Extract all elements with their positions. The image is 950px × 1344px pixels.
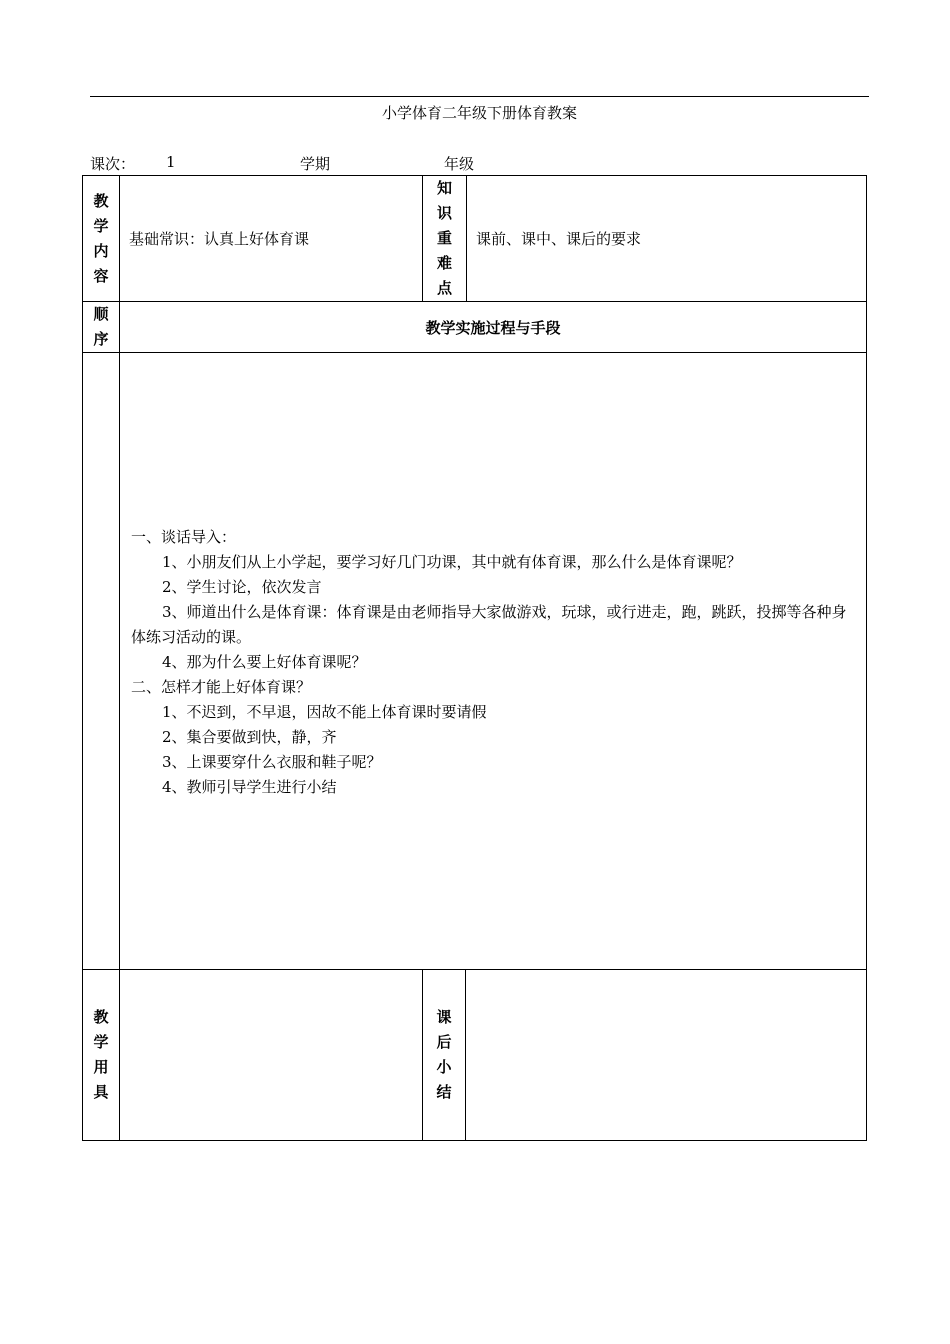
teaching-tools-label — [83, 969, 119, 1140]
top-rule — [90, 96, 869, 97]
process-line: 3、上课要穿什么衣服和鞋子呢？ — [162, 753, 382, 771]
label-char: 课 — [436, 1008, 452, 1026]
key-points-value: 课前、课中、课后的要求 — [466, 176, 866, 301]
sequence-label — [83, 301, 119, 352]
label-char: 点 — [436, 279, 452, 297]
teaching-content-value: 基础常识：认真上好体育课 — [119, 176, 422, 301]
label-char: 学 — [93, 216, 109, 235]
label-char: 教 — [93, 1008, 109, 1026]
lesson-label: 课次： — [90, 155, 136, 173]
label-char: 重 — [436, 229, 452, 247]
label-char: 序 — [93, 330, 109, 348]
label-char: 知 — [436, 179, 452, 197]
label-char: 顺 — [93, 305, 109, 323]
process-line: 4、教师引导学生进行小结 — [162, 778, 337, 796]
label-char: 学 — [93, 1033, 109, 1051]
after-class-summary-label — [422, 969, 465, 1140]
label-char: 容 — [93, 266, 109, 285]
lesson-meta-row — [90, 153, 870, 173]
label-char: 识 — [436, 204, 452, 222]
label-char: 小 — [436, 1058, 452, 1076]
teaching-content-label — [83, 176, 119, 301]
sequence-column — [83, 352, 119, 969]
key-points-label — [422, 176, 466, 301]
teaching-tools-value — [119, 969, 422, 1140]
process-line: 一、谈话导入： — [131, 528, 237, 546]
term-label: 学期 — [300, 155, 331, 173]
label-char: 教 — [93, 191, 109, 210]
document-title: 小学体育二年级下册体育教案 — [381, 104, 577, 122]
lesson-plan-table — [82, 175, 867, 1141]
process-line: 1、小朋友们从上小学起，要学习好几门功课，其中就有体育课，那么什么是体育课呢？ — [162, 553, 742, 571]
lesson-value: 1 — [166, 153, 176, 171]
label-char: 用 — [93, 1058, 109, 1076]
after-class-summary-value — [465, 969, 866, 1140]
grade-label: 年级 — [444, 155, 475, 173]
label-char: 具 — [93, 1083, 109, 1101]
label-char: 难 — [436, 254, 452, 272]
process-line: 2、学生讨论，依次发言 — [162, 578, 322, 596]
process-line: 3、师道出什么是体育课：体育课是由老师指导大家做游戏，玩球，或行进走，跑，跳跃，投掷等各种身体练习活动的课。 — [131, 603, 847, 646]
process-content — [119, 352, 866, 969]
process-line: 4、那为什么要上好体育课呢？ — [162, 653, 367, 671]
label-char: 内 — [93, 241, 109, 260]
label-char: 结 — [436, 1083, 452, 1101]
label-char: 后 — [436, 1033, 452, 1051]
process-line: 2、集合要做到快，静，齐 — [162, 728, 337, 746]
process-line: 二、怎样才能上好体育课？ — [131, 678, 312, 696]
process-heading: 教学实施过程与手段 — [119, 301, 866, 352]
process-line: 1、不迟到，不早退，因故不能上体育课时要请假 — [162, 703, 487, 721]
